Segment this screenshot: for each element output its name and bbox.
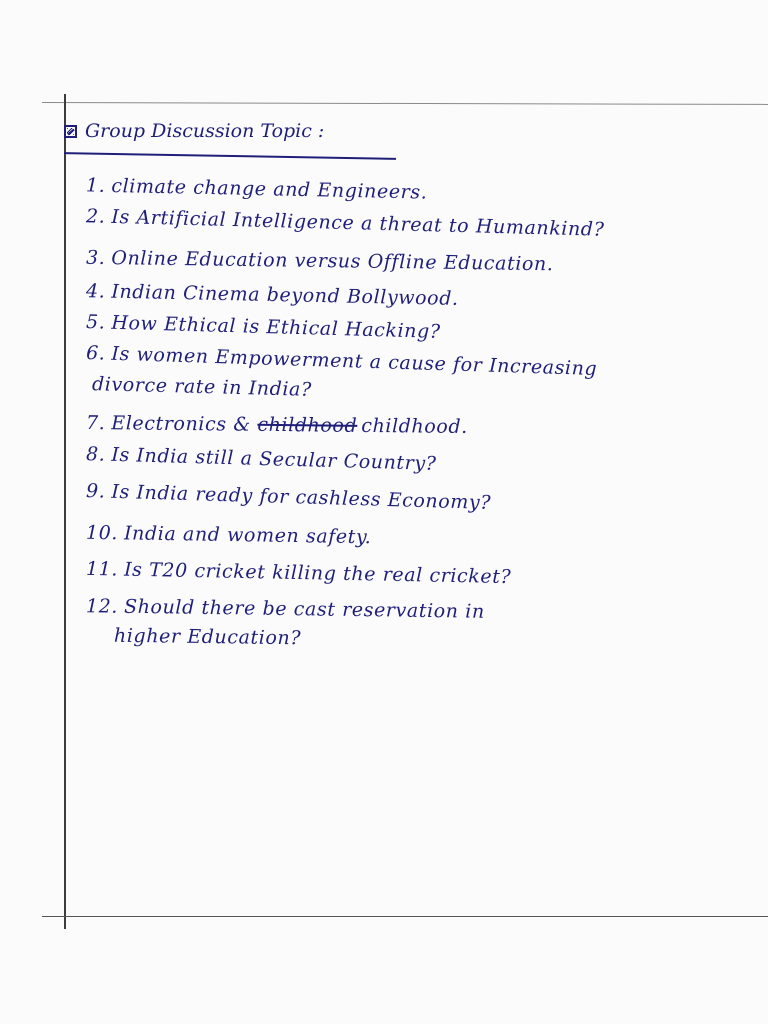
- topic-number: 8.: [85, 443, 106, 466]
- topic-text: Indian Cinema beyond Bollywood.: [111, 280, 459, 310]
- topic-item: [86, 280, 459, 310]
- topic-item: [86, 443, 437, 475]
- topic-item-continuation: [92, 373, 312, 401]
- page-top-rule: [42, 102, 768, 105]
- topic-number: 3.: [85, 246, 106, 270]
- topic-item: [86, 311, 441, 343]
- topic-text: higher Education?: [113, 624, 302, 650]
- topic-number: 6.: [85, 341, 106, 365]
- topic-item: [86, 174, 428, 203]
- topic-item: [86, 480, 492, 514]
- topic-text: divorce rate in India?: [91, 373, 313, 401]
- topic-prefix: Electronics &: [111, 412, 251, 436]
- topic-text: Should there be cast reservation in: [123, 595, 485, 623]
- topic-number: 2.: [85, 205, 106, 228]
- heading-underline: [64, 152, 396, 160]
- topic-text: Is India ready for cashless Economy?: [111, 480, 492, 515]
- topic-item-continuation: [114, 625, 301, 650]
- struck-out-word: childhood: [257, 413, 358, 437]
- topic-number: 4.: [85, 280, 106, 303]
- topic-text: Is women Empowerment a cause for Increasing: [111, 342, 598, 381]
- topic-number: 1.: [85, 174, 106, 197]
- topic-text: Is India still a Secular Country?: [111, 443, 437, 475]
- topic-text: India and women safety.: [123, 522, 372, 549]
- topic-number: 7.: [85, 412, 106, 435]
- topic-item: [86, 522, 372, 548]
- heading-text: Group Discussion Topic :: [85, 120, 325, 142]
- topic-item: [86, 247, 554, 276]
- checked-box-icon: [64, 125, 77, 138]
- topic-item: [86, 558, 512, 588]
- topic-number: 5.: [85, 311, 106, 334]
- topic-number: 11.: [85, 557, 119, 581]
- topic-number: 10.: [85, 521, 119, 545]
- topic-text: How Ethical is Ethical Hacking?: [111, 311, 441, 343]
- topic-number: 12.: [85, 595, 119, 618]
- topic-text: Is T20 cricket killing the real cricket?: [123, 558, 512, 589]
- topic-number: 9.: [85, 479, 106, 503]
- page-bottom-rule: [42, 916, 768, 917]
- page-heading: [64, 120, 324, 142]
- topic-item: [86, 412, 468, 438]
- topic-text: Is Artificial Intelligence a threat to Humankind?: [111, 205, 605, 241]
- topic-text: Online Education versus Offline Education.: [111, 247, 554, 276]
- topic-text: climate change and Engineers.: [111, 174, 428, 204]
- topic-item: [86, 595, 485, 623]
- topic-item: [86, 205, 605, 241]
- topic-text: childhood.: [361, 414, 468, 438]
- page-margin-rule: [64, 94, 66, 929]
